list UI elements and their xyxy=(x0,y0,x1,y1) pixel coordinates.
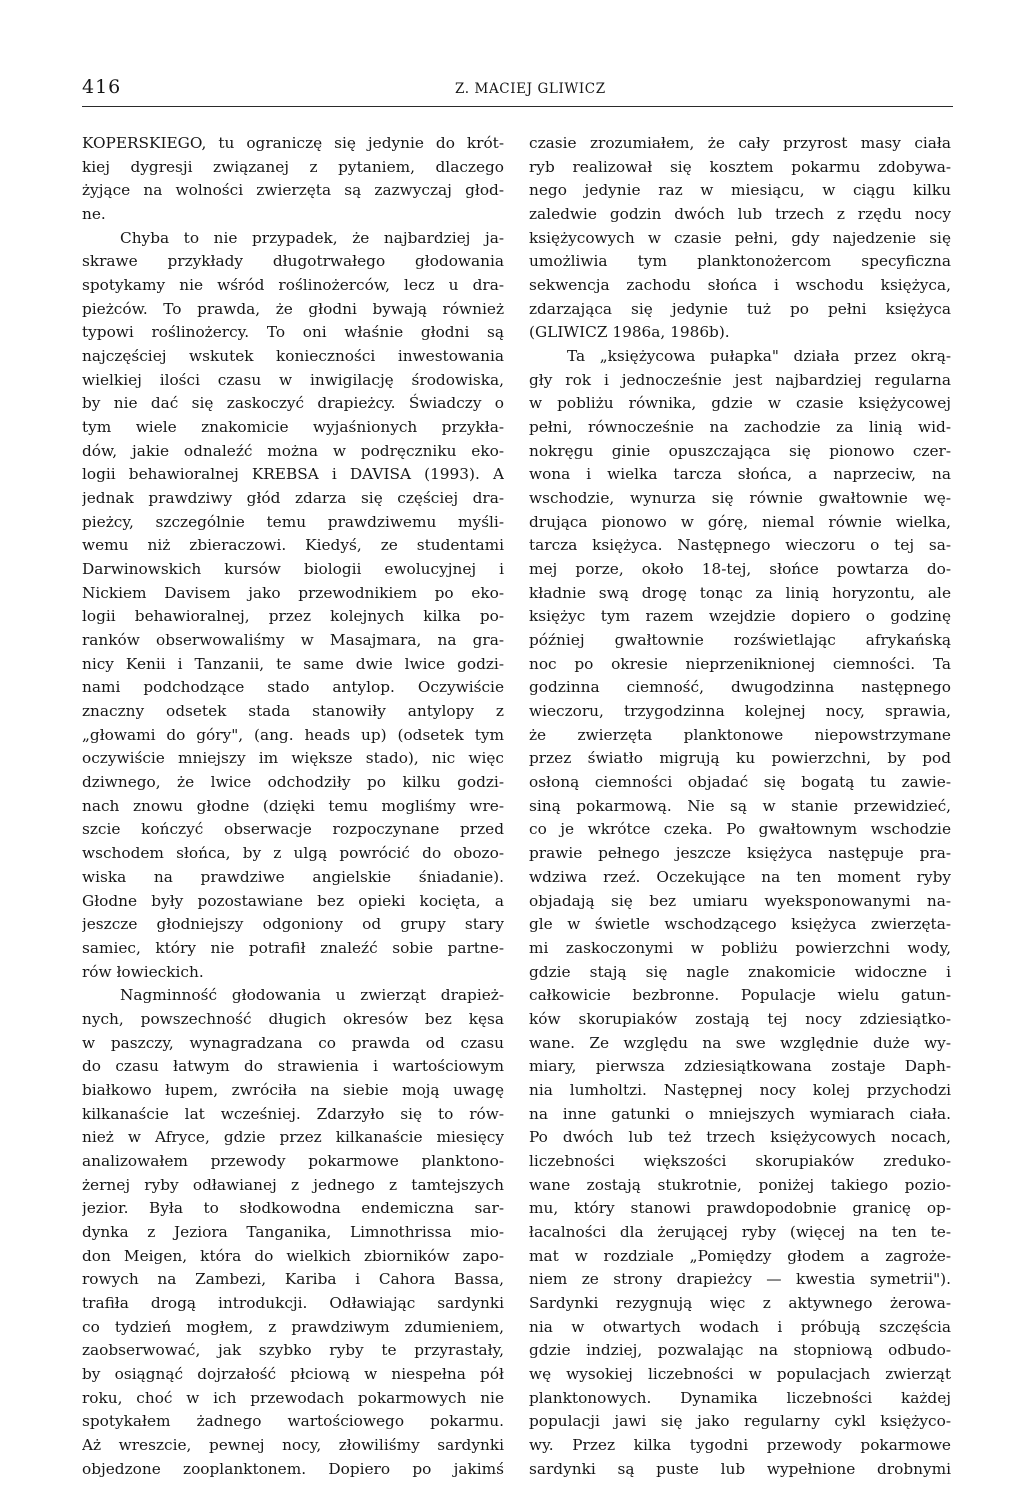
text-line: jeszcze głodniejszy odgoniony od grupy stary xyxy=(82,915,504,934)
text-line: roku, choć w ich przewodach pokarmowych nie xyxy=(82,1388,504,1407)
text-line: gdzie stają się nagle znakomicie widoczne i xyxy=(529,962,951,981)
text-line: rów łowieckich. xyxy=(82,962,204,981)
text-line: żyjące na wolności zwierzęta są zazwyczaj głod- xyxy=(82,181,504,200)
text-line: don Meigen, która do wielkich zbiorników zapo- xyxy=(82,1246,504,1265)
text-line: co tydzień mogłem, z prawdziwym zdumieniem, xyxy=(82,1317,504,1336)
text-line: ranków obserwowaliśmy w Masajmara, na gra- xyxy=(82,631,504,650)
text-line: nież w Afryce, gdzie przez kilkanaście miesięcy xyxy=(82,1128,504,1147)
text-line: umożliwia tym planktonożercom specyficzna xyxy=(529,252,951,271)
text-line: jednak prawdziwy głód zdarza się częściej dra- xyxy=(82,489,504,508)
text-line: gły rok i jednocześnie jest najbardziej regularna xyxy=(529,370,951,389)
text-line: znaczny odsetek stada stanowiły antylopy z xyxy=(82,702,504,721)
text-line: Darwinowskich kursów biologii ewolucyjnej i xyxy=(82,560,504,579)
text-line: liczebności większości skorupiaków zreduko- xyxy=(529,1151,951,1170)
text-line: nych, powszechność długich okresów bez kęsa xyxy=(82,1009,504,1028)
text-line: „głowami do góry", (ang. heads up) (odsetek tym xyxy=(82,725,504,744)
text-line: osłoną ciemności objadać się bogatą tu zawie- xyxy=(529,773,951,792)
text-line: wona i wielka tarcza słońca, a naprzeciw, na xyxy=(529,465,951,484)
text-line: łacalności dla żerującej ryby (więcej na ten te- xyxy=(529,1222,951,1241)
text-line: ryb realizował się kosztem pokarmu zdobywa- xyxy=(529,157,951,176)
text-line: mi zaskoczonymi w pobliżu powierzchni wody, xyxy=(529,938,951,957)
text-line: Nickiem Davisem jako przewodnikiem po eko- xyxy=(82,583,504,602)
text-line: Chyba to nie przypadek, że najbardziej ja- xyxy=(120,228,504,247)
text-line: drująca pionowo w górę, niemal równie wielka, xyxy=(529,512,951,531)
right-text-column xyxy=(529,132,951,1481)
text-line: dynka z Jeziora Tanganika, Limnothrissa mio- xyxy=(82,1222,504,1241)
text-line: zaledwie godzin dwóch lub trzech z rzędu nocy xyxy=(529,205,951,224)
text-line: pełni, równocześnie na zachodzie za linią wid- xyxy=(529,418,951,437)
text-line: pieżców. To prawda, że głodni bywają również xyxy=(82,299,504,318)
text-line: czasie zrozumiałem, że cały przyrost masy ciała xyxy=(529,134,951,152)
text-line: wschodem słońca, by z ulgą powrócić do obozo- xyxy=(82,844,504,863)
text-line: zdarzająca się jedynie tuż po pełni księżyca xyxy=(529,299,951,318)
text-line: objadają się bez umiaru wyeksponowanymi na- xyxy=(529,891,951,910)
text-line: w pobliżu równika, gdzie w czasie księżycowej xyxy=(529,394,951,413)
text-line: trafiła drogą introdukcji. Odławiając sardynki xyxy=(82,1293,504,1312)
text-line: jezior. Była to słodkowodna endemiczna sar- xyxy=(82,1199,504,1218)
text-line: gdzie indziej, pozwalając na stopniową odbudo- xyxy=(529,1341,951,1360)
text-line: Po dwóch lub też trzech księżycowych nocach, xyxy=(529,1128,951,1147)
text-line: wane zostają stukrotnie, poniżej takiego pozio- xyxy=(529,1175,951,1194)
text-line: wschodzie, wynurza się równie gwałtownie wę- xyxy=(529,489,951,508)
text-line: by osiągnąć dojrzałość płciową w niespełna pół xyxy=(82,1364,504,1383)
text-line: nia lumholtzi. Następnej nocy kolej przychodzi xyxy=(529,1080,951,1099)
text-line: godzinna ciemność, dwugodzinna następnego xyxy=(529,678,951,697)
text-line: rowych na Zambezi, Kariba i Cahora Bassa, xyxy=(82,1270,504,1289)
text-line: dziwnego, że lwice odchodziły po kilku godzi- xyxy=(82,773,504,792)
text-line: mu, który stanowi prawdopodobnie granicę op- xyxy=(529,1199,951,1218)
text-line: nia w otwartych wodach i próbują szczęścia xyxy=(529,1317,951,1336)
text-line: co je wkrótce czeka. Po gwałtownym wschodzie xyxy=(529,820,951,839)
text-line: księżyc tym razem wzejdzie dopiero o godzinę xyxy=(529,607,951,626)
text-line: w paszczy, wynagradzana co prawda od czasu xyxy=(82,1033,504,1052)
text-line: planktonowych. Dynamika liczebności każdej xyxy=(529,1388,951,1407)
text-line: miary, pierwsza zdziesiątkowana zostaje Daph- xyxy=(529,1057,951,1076)
text-line: pieżcy, szczególnie temu prawdziwemu myśli- xyxy=(82,512,504,531)
text-line: że zwierzęta planktonowe niepowstrzymane xyxy=(529,725,951,744)
text-line: noc po okresie nieprzeniknionej ciemności. Ta xyxy=(529,654,951,673)
page-header xyxy=(82,76,953,107)
text-line: nego jedynie raz w miesiącu, w ciągu kilku xyxy=(529,181,951,200)
text-line: Nagminność głodowania u zwierząt drapież- xyxy=(120,986,504,1005)
text-line: białkowo łupem, zwróciła na siebie moją uwagę xyxy=(82,1080,504,1099)
text-line: kiej dygresji związanej z pytaniem, dlaczego xyxy=(82,157,504,176)
text-line: ków skorupiaków zostają tej nocy zdziesiątko- xyxy=(529,1009,951,1028)
text-line: siną pokarmową. Nie są w stanie przewidzieć, xyxy=(529,796,951,815)
text-line: wiska na prawdziwe angielskie śniadanie). xyxy=(82,867,504,886)
text-line: tym wiele znakomicie wyjaśnionych przykła- xyxy=(82,418,504,437)
text-line: oczywiście mniejszy im większe stado), nic więc xyxy=(82,749,504,768)
text-line: szcie kończyć obserwacje rozpoczynane przed xyxy=(82,820,504,839)
text-line: sardynki są puste lub wypełnione drobnymi xyxy=(529,1459,951,1478)
text-line: księżycowych w czasie pełni, gdy najedzenie się xyxy=(529,228,951,247)
text-line: KOPERSKIEGO, tu ograniczę się jedynie do krót- xyxy=(82,134,504,152)
text-line: gle w świetle wschodzącego księżyca zwierzęta- xyxy=(529,915,951,934)
text-line: nach znowu głodne (dzięki temu mogliśmy wre- xyxy=(82,796,504,815)
text-line: na inne gatunki o mniejszych wymiarach ciała. xyxy=(529,1104,951,1123)
text-line: najczęściej wskutek konieczności inwestowania xyxy=(82,347,504,366)
text-line: nokręgu ginie opuszczająca się pionowo czer- xyxy=(529,441,951,460)
text-line: samiec, który nie potrafił znaleźć sobie partne- xyxy=(82,938,504,957)
text-line: całkowicie bezbronne. Populacje wielu gatun- xyxy=(529,986,951,1005)
text-line: analizowałem przewody pokarmowe planktono- xyxy=(82,1151,504,1170)
text-line: logii behawioralnej, przez kolejnych kilka po- xyxy=(82,607,504,626)
text-line: później gwałtownie rozświetlając afrykańską xyxy=(529,631,951,650)
text-line: wemu niż zbieraczowi. Kiedyś, ze studentami xyxy=(82,536,504,555)
running-head: Z. MACIEJ GLIWICZ xyxy=(455,81,606,97)
text-line: wę wysokiej liczebności w populacjach zwierząt xyxy=(529,1364,951,1383)
text-line: prawie pełnego jeszcze księżyca następuje pra- xyxy=(529,844,951,863)
text-line: tarcza księżyca. Następnego wieczoru o tej sa- xyxy=(529,536,951,555)
text-line: wdziwa rzeź. Oczekujące na ten moment ryby xyxy=(529,867,951,886)
text-line: do czasu łatwym do strawienia i wartościowym xyxy=(82,1057,504,1076)
text-line: spotykałem żadnego wartościowego pokarmu. xyxy=(82,1412,504,1431)
text-line: nicy Kenii i Tanzanii, te same dwie lwice godzi- xyxy=(82,654,504,673)
text-line: mat w rozdziale „Pomiędzy głodem a zagroże- xyxy=(529,1246,951,1265)
text-line: skrawe przykłady długotrwałego głodowania xyxy=(82,252,504,271)
text-line: Sardynki rezygnują więc z aktywnego żerowa- xyxy=(529,1293,951,1312)
text-line: żernej ryby odławianej z jednego z tamtejszych xyxy=(82,1175,504,1194)
text-line: populacji jawi się jako regularny cykl księżyco- xyxy=(529,1412,951,1431)
text-line: by nie dać się zaskoczyć drapieżcy. Świadczy o xyxy=(82,394,504,413)
text-line: objedzone zooplanktonem. Dopiero po jakimś xyxy=(82,1459,504,1478)
page-number: 416 xyxy=(82,76,122,98)
text-line: niem ze strony drapieżcy — kwestia symetrii"). xyxy=(529,1270,951,1289)
text-line: wy. Przez kilka tygodni przewody pokarmowe xyxy=(529,1435,951,1454)
text-line: dów, jakie odnaleźć można w podręczniku eko- xyxy=(82,441,504,460)
text-line: ne. xyxy=(82,205,106,224)
text-line: spotykamy nie wśród roślinożerców, lecz u dra- xyxy=(82,276,504,295)
text-line: mej porze, około 18-tej, słońce powtarza do- xyxy=(529,560,951,579)
text-line: nami podchodzące stado antylop. Oczywiście xyxy=(82,678,504,697)
text-line: kładnie swą drogę tonąc za linią horyzontu, ale xyxy=(529,583,951,602)
text-line: logii behawioralnej KREBSA i DAVISA (1993). A xyxy=(82,465,504,484)
text-line: typowi roślinożercy. To oni właśnie głodni są xyxy=(82,323,504,342)
text-line: wieczoru, trzygodzinna kolejnej nocy, sprawia, xyxy=(529,702,951,721)
left-text-column xyxy=(82,132,504,1481)
text-line: kilkanaście lat wcześniej. Zdarzyło się to rów- xyxy=(82,1104,504,1123)
text-line: (GLIWICZ 1986a, 1986b). xyxy=(529,323,730,342)
text-line: Głodne były pozostawiane bez opieki kocięta, a xyxy=(82,891,504,910)
text-line: Aż wreszcie, pewnej nocy, złowiliśmy sardynki xyxy=(82,1435,504,1454)
text-line: Ta „księżycowa pułapka" działa przez okrą- xyxy=(567,347,951,366)
text-line: przez światło migrują ku powierzchni, by pod xyxy=(529,749,951,768)
text-line: sekwencja zachodu słońca i wschodu księżyca, xyxy=(529,276,951,295)
text-line: wielkiej ilości czasu w inwigilację środowiska, xyxy=(82,370,504,389)
text-line: zaobserwować, jak szybko ryby te przyrastały, xyxy=(82,1341,504,1360)
text-line: wane. Ze względu na swe względnie duże wy- xyxy=(529,1033,951,1052)
